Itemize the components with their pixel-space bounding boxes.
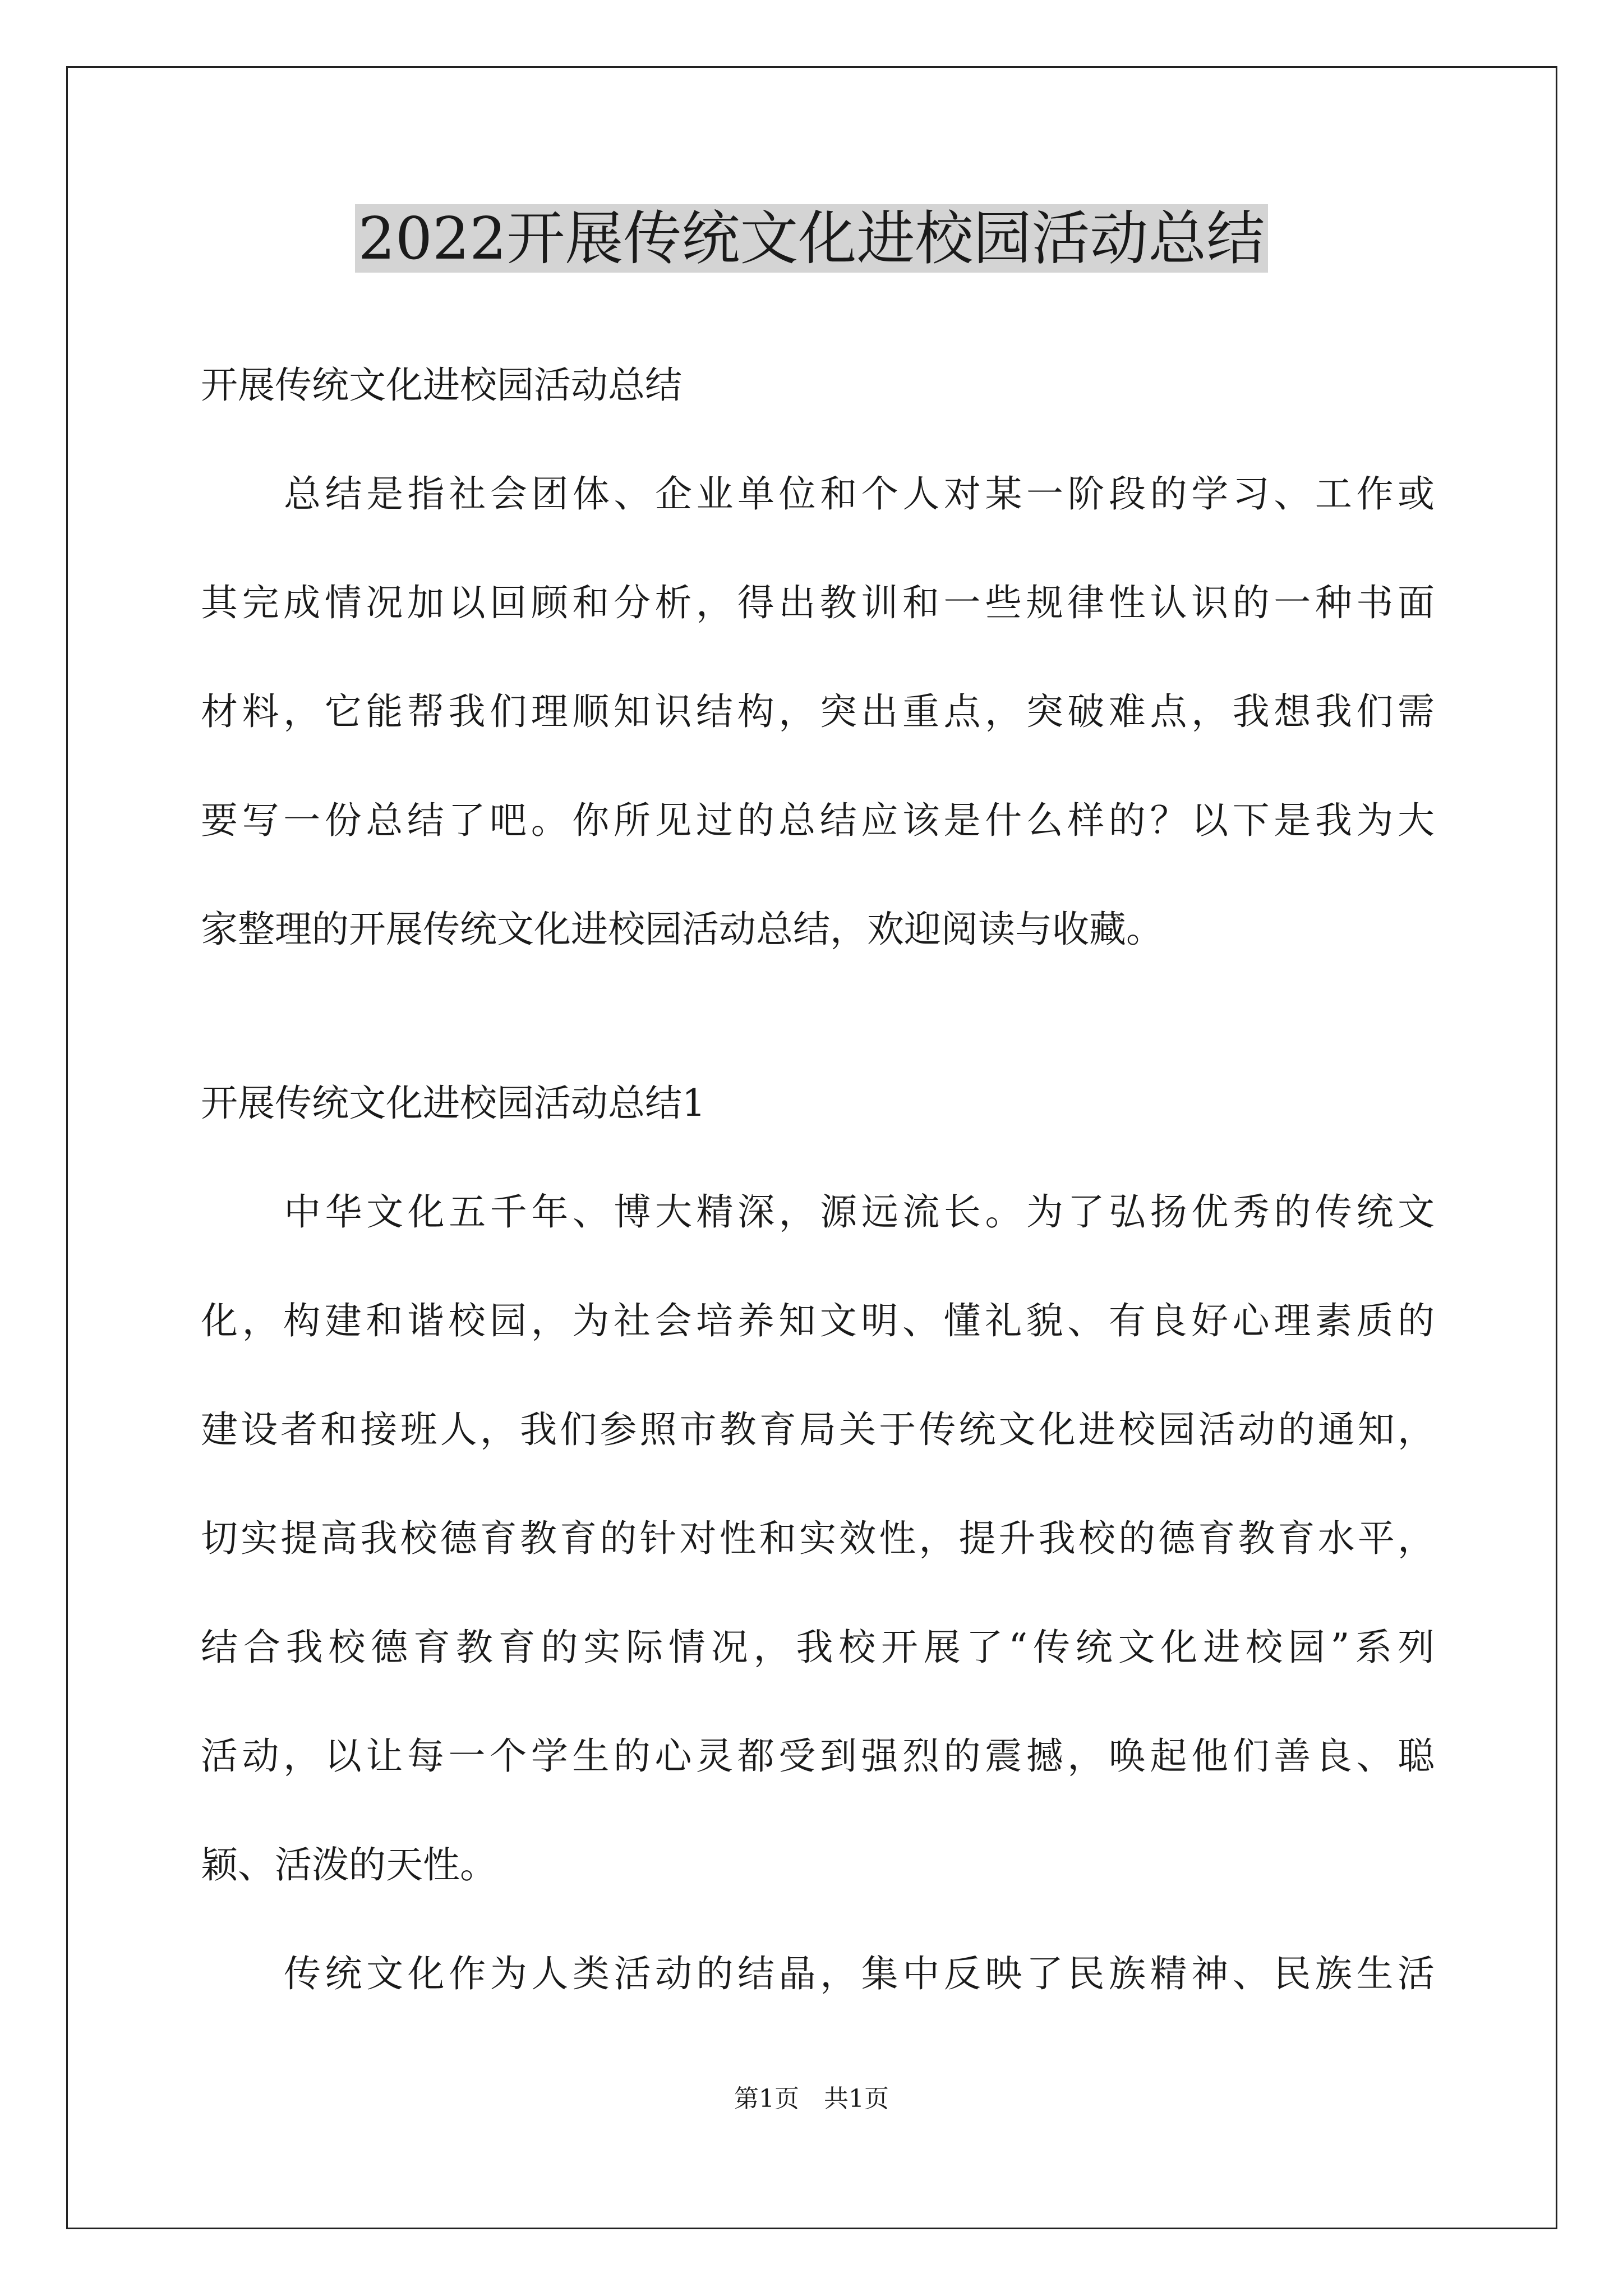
section-line: 中华文化五千年、博大精深，源远流长。为了弘扬优秀的传统文 bbox=[284, 1190, 1435, 1234]
section-line: 切实提高我校德育教育的针对性和实效性，提升我校的德育教育水平， bbox=[201, 1517, 1435, 1560]
section-line: 传统文化作为人类活动的结晶，集中反映了民族精神、民族生活 bbox=[284, 1952, 1435, 1995]
section-line: 颖、活泼的天性。 bbox=[201, 1843, 497, 1887]
section-line: 建设者和接班人，我们参照市教育局关于传统文化进校园活动的通知， bbox=[201, 1408, 1435, 1451]
page-number: 第1页 共1页 bbox=[734, 2085, 889, 2113]
intro-heading: 开展传统文化进校园活动总结 bbox=[201, 364, 682, 407]
section-line: 化，构建和谐校园，为社会培养知文明、懂礼貌、有良好心理素质的 bbox=[201, 1299, 1435, 1342]
intro-line: 要写一份总结了吧。你所见过的总结应该是什么样的？以下是我为大 bbox=[201, 799, 1435, 842]
section-line: 结合我校德育教育的实际情况，我校开展了“传统文化进校园”系列 bbox=[201, 1626, 1435, 1669]
section-1 bbox=[201, 1049, 1435, 2028]
document-body bbox=[201, 331, 1435, 984]
intro-line: 家整理的开展传统文化进校园活动总结，欢迎阅读与收藏。 bbox=[201, 908, 1163, 951]
section-line: 活动，以让每一个学生的心灵都受到强烈的震撼，唤起他们善良、聪 bbox=[201, 1734, 1435, 1778]
intro-line: 其完成情况加以回顾和分析，得出教训和一些规律性认识的一种书面 bbox=[201, 581, 1435, 624]
section-heading: 开展传统文化进校园活动总结1 bbox=[201, 1082, 706, 1125]
intro-line: 材料，它能帮我们理顺知识结构，突出重点，突破难点，我想我们需 bbox=[201, 690, 1435, 733]
document-title: 2022开展传统文化进校园活动总结 bbox=[0, 199, 1623, 278]
intro-line: 总结是指社会团体、企业单位和个人对某一阶段的学习、工作或 bbox=[284, 472, 1435, 516]
